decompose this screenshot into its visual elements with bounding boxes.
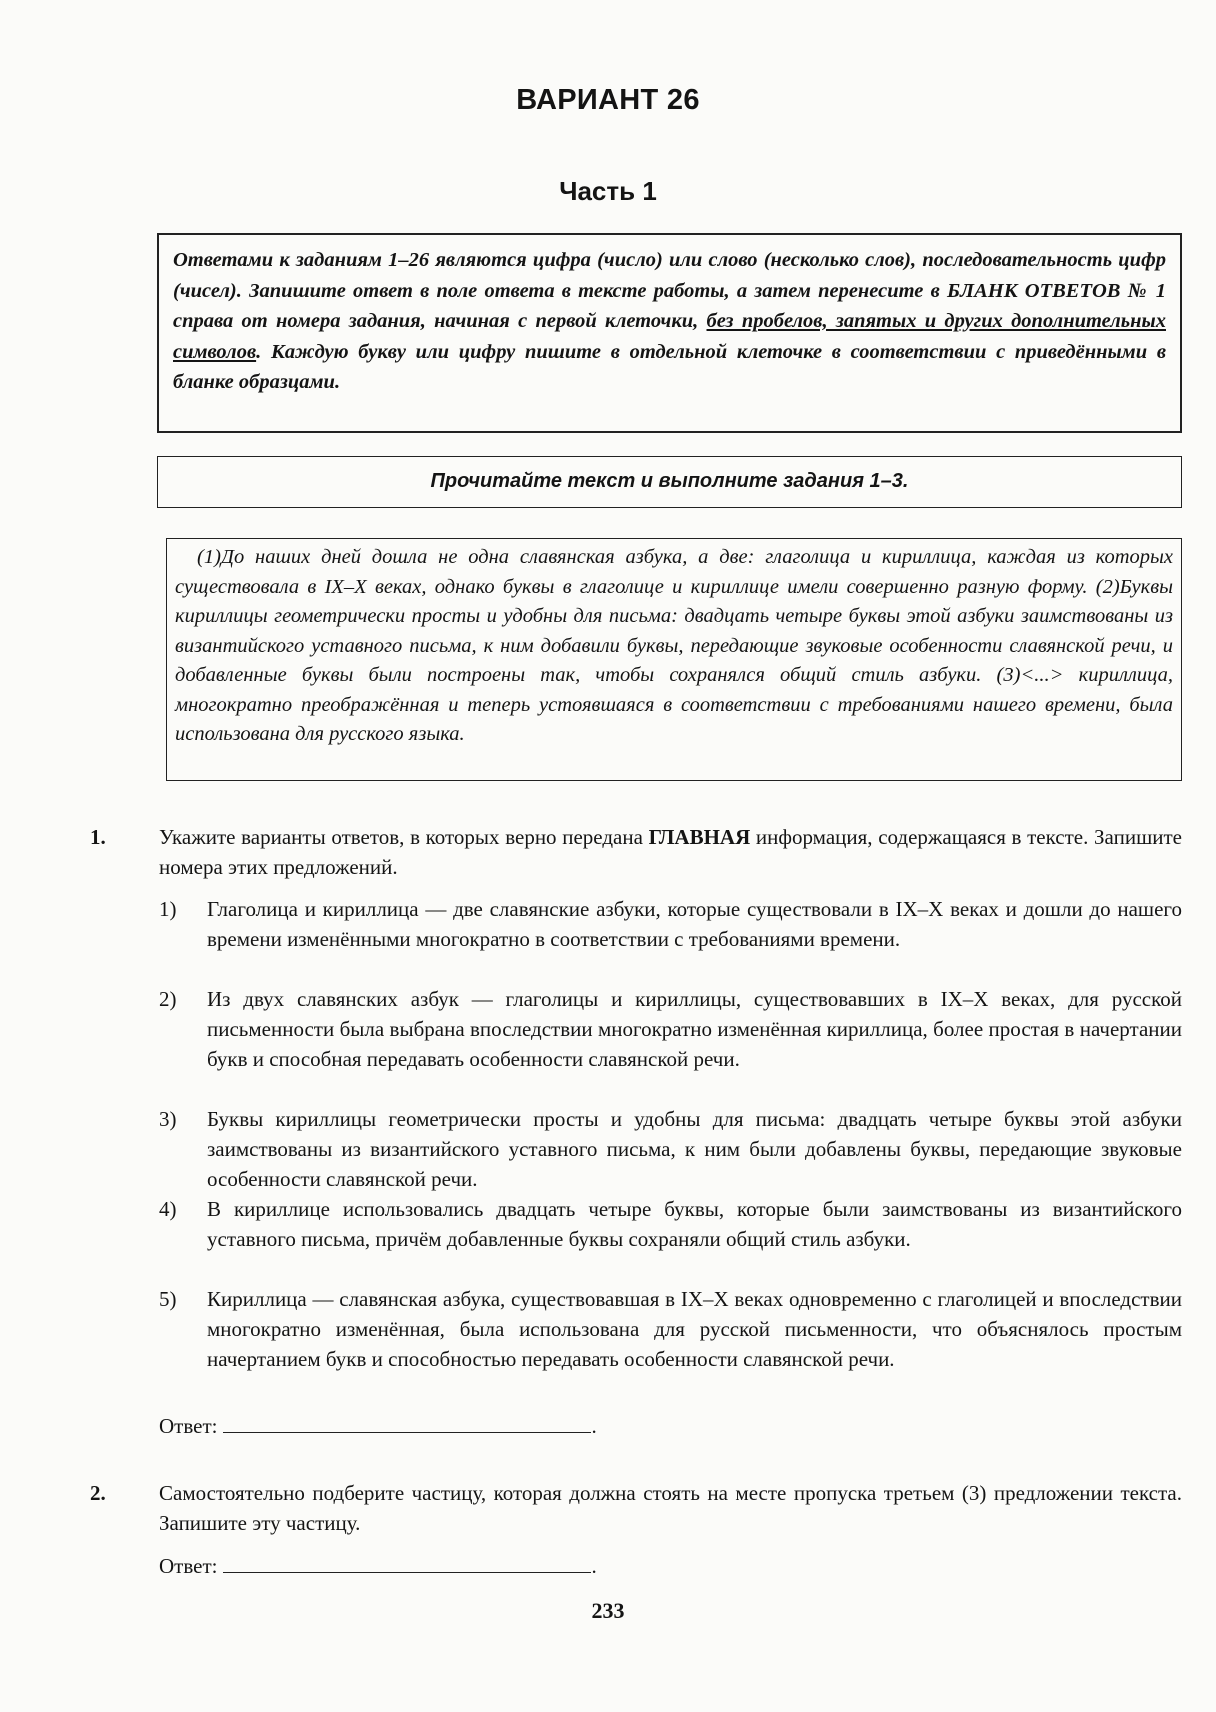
page-number: 233 — [591, 1598, 625, 1623]
option-text: Кириллица — славянская азбука, существовавшая в IX–X веках одновременно с глаголицей и впоследствии многократно изменённая, была использована для русской письменности, что объяснялось простым начертанием букв и способностью передавать особенности славянской речи. — [207, 1287, 1182, 1371]
answer-label: Ответ: — [159, 1554, 218, 1578]
option-number: 2) — [159, 987, 177, 1011]
option-number: 5) — [159, 1287, 177, 1311]
option-text: Глаголица и кириллица — две славянские азбуки, которые существовали в IX–X веках и дошли до нашего времени изменёнными многократно в соответствии с требованиями времени. — [207, 897, 1182, 951]
answer-field-2[interactable] — [223, 1550, 591, 1573]
source-text: (1)До наших дней дошла не одна славянская азбука, а две: глаголица и кириллица, каждая из которых существовала в IX–X веках, однако буквы в глаголице и кириллице имели совершенно разную форму. (2)Буквы кириллицы геометрически просты и удобны для письма: двадцать четыре буквы этой азбуки заимствованы из византийского уставного письма, к ним добавили буквы, передающие звуковые особенности славянской речи, и добавленные буквы были построены так, чтобы сохранялся общий стиль азбуки. (3)<...> кириллица, многократно преображённая и теперь устоявшаяся в соответствии с требованиями нашего времени, была использована для русского языка. — [175, 546, 1173, 745]
instructions-text-end: . Каждую букву или цифру пишите в отдельной клеточке в соответствии с приведёнными в бланке образцами. — [173, 340, 1166, 393]
question-text: Укажите варианты ответов, в которых верно передана ГЛАВНАЯ информация, содержащаяся в тексте. Запишите номера этих предложений. — [159, 825, 1182, 879]
part-title: Часть 1 — [559, 176, 657, 206]
option-text: Из двух славянских азбук — глаголицы и кириллицы, существовавших в IX–X веках, для русской письменности была выбрана впоследствии многократно изменённая кириллица, более простая в начертании букв и способная передавать особенности славянской речи. — [207, 987, 1182, 1071]
question-emphasis: ГЛАВНАЯ — [648, 825, 751, 849]
instructions-text: Ответами к заданиям 1–26 являются цифра (число) или слово (несколько слов), последовательность цифр (чисел). Запишите ответ в поле ответа в тексте работы, а затем перенесите в БЛАНК ОТВЕТОВ № 1 справа от номера задания, начиная с первой клеточки, — [173, 249, 1166, 332]
instructions-box — [157, 233, 1182, 433]
answer-field-1[interactable] — [223, 1410, 591, 1433]
read-prompt-box: Прочитайте текст и выполните задания 1–3. — [157, 456, 1182, 508]
answer-row-1: Ответ: . — [159, 1410, 597, 1441]
question-text: Самостоятельно подберите частицу, которая должна стоять на месте пропуска третьем (3) предложении текста. Запишите эту частицу. — [159, 1481, 1182, 1535]
option-text: В кириллице использовались двадцать четыре буквы, которые были заимствованы из византийского уставного письма, причём добавленные буквы сохраняли общий стиль азбуки. — [207, 1197, 1182, 1251]
variant-title: ВАРИАНТ 26 — [516, 84, 700, 116]
option-number: 1) — [159, 897, 177, 921]
question-number: 2. — [90, 1481, 106, 1505]
source-text-box — [166, 538, 1182, 781]
answer-label: Ответ: — [159, 1414, 218, 1438]
question-number: 1. — [90, 825, 106, 849]
answer-row-2: Ответ: . — [159, 1550, 597, 1581]
option-text: Буквы кириллицы геометрически просты и удобны для письма: двадцать четыре буквы этой азбуки заимствованы из византийского уставного письма, к ним были добавлены буквы, передающие звуковые особенности славянской речи. — [207, 1107, 1182, 1191]
instructions-underlined-text: без пробелов, запятых и других дополнительных символов — [173, 310, 1166, 363]
option-number: 3) — [159, 1107, 177, 1131]
option-number: 4) — [159, 1197, 177, 1221]
